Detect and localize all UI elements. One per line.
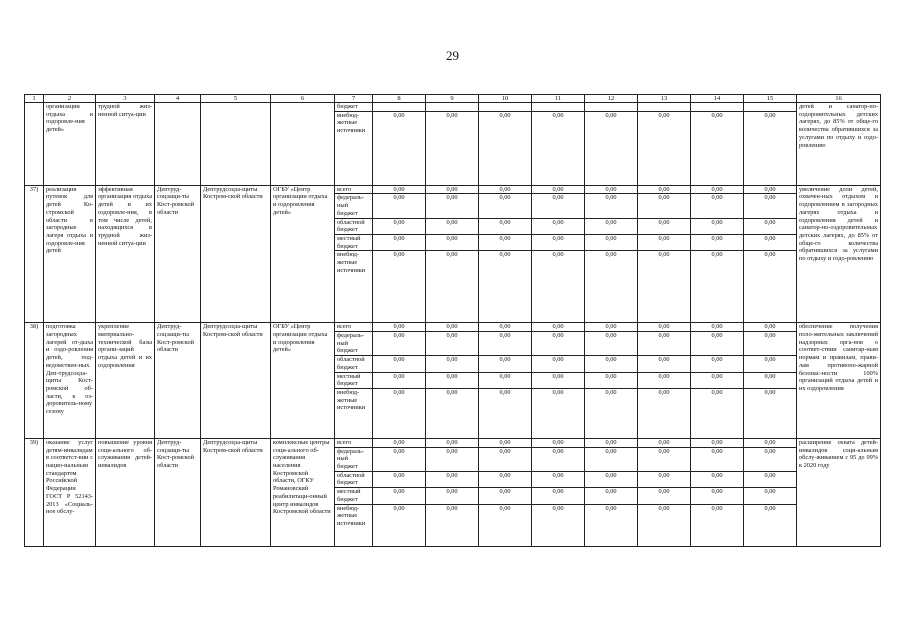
activity-name-cell: организации отдыха и оздоровле-ния детей» (44, 103, 96, 186)
amount-cell: 0,00 (691, 471, 744, 487)
amount-cell: 0,00 (744, 194, 797, 218)
amount-cell: 0,00 (744, 388, 797, 438)
amount-cell: 0,00 (532, 194, 585, 218)
amount-cell: 0,00 (479, 234, 532, 250)
amount-cell: 0,00 (532, 111, 585, 185)
amount-cell: 0,00 (373, 323, 426, 332)
amount-cell: 0,00 (744, 234, 797, 250)
amount-cell: 0,00 (532, 356, 585, 372)
amount-cell: 0,00 (426, 251, 479, 323)
amount-cell: 0,00 (691, 504, 744, 546)
continued-row-budget (25, 103, 881, 112)
col-header: 1 (25, 95, 44, 103)
executor-cell: Дептруд-соцзащи-ты Кост-ромской области (155, 185, 201, 323)
amount-cell: 0,00 (426, 356, 479, 372)
amount-cell: 0,00 (479, 111, 532, 185)
amount-cell: 0,00 (638, 194, 691, 218)
amount-cell: 0,00 (585, 185, 638, 194)
expected-result-cell: обеспечение получения поло-жительных заключений надзорных орга-нов о соответ-ствии санитар-ным нормам и правилам, прави-лам противопо-жарной безопас-ности 100% организаций отдыха детей и их оздоровления (797, 323, 881, 439)
objective-cell: трудной жиз-ненной ситуа-ции (96, 103, 155, 186)
amount-cell: 0,00 (373, 194, 426, 218)
funding-source-cell: федераль-ный бюджет (335, 194, 373, 218)
col-header: 2 (44, 95, 96, 103)
amount-cell: 0,00 (744, 251, 797, 323)
amount-cell: 0,00 (691, 234, 744, 250)
amount-cell: 0,00 (585, 111, 638, 185)
amount-cell: 0,00 (744, 332, 797, 356)
col-header: 5 (201, 95, 271, 103)
amount-cell: 0,00 (532, 234, 585, 250)
amount-cell: 0,00 (638, 388, 691, 438)
participant-cell: ОГБУ «Центр организации отдыха и оздоровления детей» (271, 323, 335, 439)
expected-result-cell: детей и санатор-но-оздоровительных детских лагерях, до 85% от обще-го количества обратившихся за услугами по отдыху и оздо-ровлению (797, 103, 881, 186)
activity-row (25, 185, 881, 194)
amount-cell: 0,00 (426, 234, 479, 250)
funding-source-cell: местный бюджет (335, 372, 373, 388)
amount-cell: 0,00 (691, 194, 744, 218)
amount-cell: 0,00 (373, 111, 426, 185)
amount-cell: 0,00 (532, 471, 585, 487)
amount-cell: 0,00 (479, 504, 532, 546)
amount-cell: 0,00 (426, 332, 479, 356)
administrator-cell: Дептрудсоцза-щиты Костром-ской области (201, 323, 271, 439)
amount-cell: 0,00 (585, 488, 638, 504)
amount-cell: 0,00 (585, 504, 638, 546)
amount-cell (691, 103, 744, 112)
amount-cell: 0,00 (479, 471, 532, 487)
amount-cell: 0,00 (638, 251, 691, 323)
amount-cell: 0,00 (691, 447, 744, 471)
executor-cell: Дептруд-соцзащи-ты Кост-ромской области (155, 323, 201, 439)
funding-source-cell: областной бюджет (335, 356, 373, 372)
amount-cell: 0,00 (426, 504, 479, 546)
amount-cell: 0,00 (532, 185, 585, 194)
amount-cell: 0,00 (532, 447, 585, 471)
amount-cell: 0,00 (373, 438, 426, 447)
amount-cell: 0,00 (426, 323, 479, 332)
amount-cell (744, 103, 797, 112)
amount-cell: 0,00 (691, 218, 744, 234)
amount-cell: 0,00 (691, 388, 744, 438)
amount-cell: 0,00 (585, 323, 638, 332)
participant-cell (271, 103, 335, 186)
funding-source-cell: всего (335, 438, 373, 447)
amount-cell: 0,00 (532, 488, 585, 504)
amount-cell: 0,00 (744, 356, 797, 372)
amount-cell: 0,00 (638, 234, 691, 250)
amount-cell: 0,00 (373, 447, 426, 471)
amount-cell: 0,00 (585, 356, 638, 372)
amount-cell: 0,00 (479, 332, 532, 356)
amount-cell: 0,00 (373, 488, 426, 504)
amount-cell: 0,00 (532, 388, 585, 438)
col-header: 4 (155, 95, 201, 103)
amount-cell: 0,00 (691, 438, 744, 447)
funding-source-cell: внебюд-жетные источники (335, 111, 373, 185)
amount-cell: 0,00 (638, 372, 691, 388)
amount-cell: 0,00 (691, 356, 744, 372)
amount-cell: 0,00 (373, 356, 426, 372)
amount-cell: 0,00 (744, 447, 797, 471)
amount-cell: 0,00 (532, 323, 585, 332)
col-header: 15 (744, 95, 797, 103)
program-activities-table (24, 94, 881, 547)
amount-cell: 0,00 (532, 218, 585, 234)
amount-cell: 0,00 (479, 447, 532, 471)
amount-cell: 0,00 (479, 488, 532, 504)
administrator-cell: Дептрудсоцза-щиты Костром-ской области (201, 438, 271, 546)
amount-cell: 0,00 (638, 504, 691, 546)
funding-source-cell: внебюд-жетные источники (335, 388, 373, 438)
amount-cell: 0,00 (585, 372, 638, 388)
row-number-cell: 37) (25, 185, 44, 323)
participant-cell: ОГБУ «Центр организации отдыха и оздоровления детей» (271, 185, 335, 323)
column-number-row (25, 95, 881, 103)
amount-cell: 0,00 (691, 332, 744, 356)
funding-source-cell: федераль-ный бюджет (335, 332, 373, 356)
funding-source-cell: местный бюджет (335, 234, 373, 250)
administrator-cell (201, 103, 271, 186)
activity-name-cell: оказание услуг детям-инвалидам в соответст-вии с нацио-нальным стандартом Российской Федерации ГОСТ Р 52143-2013 «Социаль-ное обслу- (44, 438, 96, 546)
amount-cell: 0,00 (532, 504, 585, 546)
col-header: 11 (532, 95, 585, 103)
amount-cell: 0,00 (691, 185, 744, 194)
activity-name-cell: реализация путевок для детей Ко-стромской области в загородные лагеря отдыха и оздоровле-ния детей (44, 185, 96, 323)
amount-cell: 0,00 (426, 218, 479, 234)
objective-cell: укрепление материально-технической базы органи-заций отдыха детей и их оздоровления (96, 323, 155, 439)
amount-cell: 0,00 (426, 372, 479, 388)
amount-cell: 0,00 (426, 194, 479, 218)
amount-cell: 0,00 (373, 185, 426, 194)
amount-cell: 0,00 (373, 372, 426, 388)
col-header: 6 (271, 95, 335, 103)
objective-cell: повышение уровня соци-ального об-служивания детей-инвалидов (96, 438, 155, 546)
amount-cell: 0,00 (638, 356, 691, 372)
amount-cell: 0,00 (532, 438, 585, 447)
funding-source-cell: областной бюджет (335, 471, 373, 487)
col-header: 14 (691, 95, 744, 103)
amount-cell: 0,00 (532, 251, 585, 323)
amount-cell: 0,00 (426, 471, 479, 487)
amount-cell: 0,00 (585, 218, 638, 234)
expected-result-cell: расширение охвата детей-инвалидов соци-альным обслу-живанием с 95 до 99% к 2020 году (797, 438, 881, 546)
page-number: 29 (446, 48, 459, 63)
amount-cell: 0,00 (691, 488, 744, 504)
amount-cell (532, 103, 585, 112)
row-number-cell (25, 103, 44, 186)
amount-cell: 0,00 (638, 323, 691, 332)
col-header: 12 (585, 95, 638, 103)
funding-source-cell: местный бюджет (335, 488, 373, 504)
amount-cell: 0,00 (744, 218, 797, 234)
amount-cell: 0,00 (585, 471, 638, 487)
amount-cell: 0,00 (479, 194, 532, 218)
amount-cell: 0,00 (744, 504, 797, 546)
administrator-cell: Дептрудсоцза-щиты Костром-ской области (201, 185, 271, 323)
col-header: 13 (638, 95, 691, 103)
activity-row (25, 323, 881, 332)
amount-cell: 0,00 (638, 218, 691, 234)
executor-cell: Дептруд-соцзащи-ты Кост-ромской области (155, 438, 201, 546)
amount-cell: 0,00 (426, 111, 479, 185)
amount-cell: 0,00 (479, 218, 532, 234)
amount-cell: 0,00 (638, 185, 691, 194)
amount-cell: 0,00 (744, 111, 797, 185)
amount-cell (479, 103, 532, 112)
amount-cell: 0,00 (585, 234, 638, 250)
amount-cell (426, 103, 479, 112)
row-number-cell: 39) (25, 438, 44, 546)
amount-cell: 0,00 (373, 251, 426, 323)
executor-cell (155, 103, 201, 186)
amount-cell: 0,00 (638, 471, 691, 487)
amount-cell: 0,00 (585, 388, 638, 438)
participant-cell: комплексные центры соци-ального об-служивания населения Костромской области, ОГКУ Романовский реабилитаци-онный центр инвалидов Костромской области (271, 438, 335, 546)
amount-cell: 0,00 (479, 251, 532, 323)
col-header: 10 (479, 95, 532, 103)
col-header: 16 (797, 95, 881, 103)
funding-source-cell: всего (335, 185, 373, 194)
amount-cell: 0,00 (744, 488, 797, 504)
amount-cell: 0,00 (479, 356, 532, 372)
amount-cell: 0,00 (638, 488, 691, 504)
amount-cell: 0,00 (373, 218, 426, 234)
amount-cell: 0,00 (744, 438, 797, 447)
amount-cell: 0,00 (585, 438, 638, 447)
amount-cell (638, 103, 691, 112)
amount-cell (585, 103, 638, 112)
col-header: 8 (373, 95, 426, 103)
amount-cell: 0,00 (479, 372, 532, 388)
amount-cell: 0,00 (373, 234, 426, 250)
amount-cell: 0,00 (585, 251, 638, 323)
amount-cell: 0,00 (638, 438, 691, 447)
col-header: 7 (335, 95, 373, 103)
amount-cell: 0,00 (479, 185, 532, 194)
amount-cell: 0,00 (585, 194, 638, 218)
funding-source-cell: областной бюджет (335, 218, 373, 234)
amount-cell: 0,00 (691, 323, 744, 332)
amount-cell: 0,00 (426, 438, 479, 447)
amount-cell: 0,00 (479, 438, 532, 447)
amount-cell: 0,00 (373, 388, 426, 438)
amount-cell: 0,00 (691, 111, 744, 185)
amount-cell: 0,00 (638, 332, 691, 356)
amount-cell: 0,00 (638, 111, 691, 185)
amount-cell: 0,00 (532, 372, 585, 388)
amount-cell: 0,00 (744, 372, 797, 388)
amount-cell: 0,00 (585, 447, 638, 471)
amount-cell: 0,00 (691, 251, 744, 323)
amount-cell: 0,00 (744, 185, 797, 194)
col-header: 3 (96, 95, 155, 103)
amount-cell: 0,00 (744, 471, 797, 487)
col-header: 9 (426, 95, 479, 103)
amount-cell: 0,00 (373, 332, 426, 356)
objective-cell: эффективная организация отдыха детей и их оздоровле-ния, в том числе детей, находящихся в трудной жиз-ненной ситуа-ции (96, 185, 155, 323)
amount-cell: 0,00 (426, 488, 479, 504)
row-number-cell: 38) (25, 323, 44, 439)
amount-cell: 0,00 (373, 504, 426, 546)
expected-result-cell: увеличение доли детей, охвачен-ных отдыхом и оздоровлением в загородных лагерях отдыха и оздоровления детей и санатор-но-оздоровительных детских лагерях, до 85% от обще-го количества обратившихся за услугами по отдыху и оздо-ровлению (797, 185, 881, 323)
funding-source-cell: всего (335, 323, 373, 332)
funding-source-cell: внебюд-жетные источники (335, 504, 373, 546)
amount-cell (373, 103, 426, 112)
amount-cell: 0,00 (744, 323, 797, 332)
funding-source-cell: бюджет (335, 103, 373, 112)
amount-cell: 0,00 (373, 471, 426, 487)
funding-source-cell: внебюд-жетные источники (335, 251, 373, 323)
activity-name-cell: подготовка загородных лагерей от-дыха и оздо-ровления детей, под-ведомствен-ных Деп-трудсоцза-щиты Кост-ромской об-ласти, к оз-доровитель-ному сезону (44, 323, 96, 439)
amount-cell: 0,00 (638, 447, 691, 471)
amount-cell: 0,00 (532, 332, 585, 356)
amount-cell: 0,00 (691, 372, 744, 388)
amount-cell: 0,00 (479, 388, 532, 438)
activity-row (25, 438, 881, 447)
amount-cell: 0,00 (585, 332, 638, 356)
funding-source-cell: федераль-ный бюджет (335, 447, 373, 471)
amount-cell: 0,00 (426, 447, 479, 471)
amount-cell: 0,00 (426, 388, 479, 438)
amount-cell: 0,00 (426, 185, 479, 194)
amount-cell: 0,00 (479, 323, 532, 332)
